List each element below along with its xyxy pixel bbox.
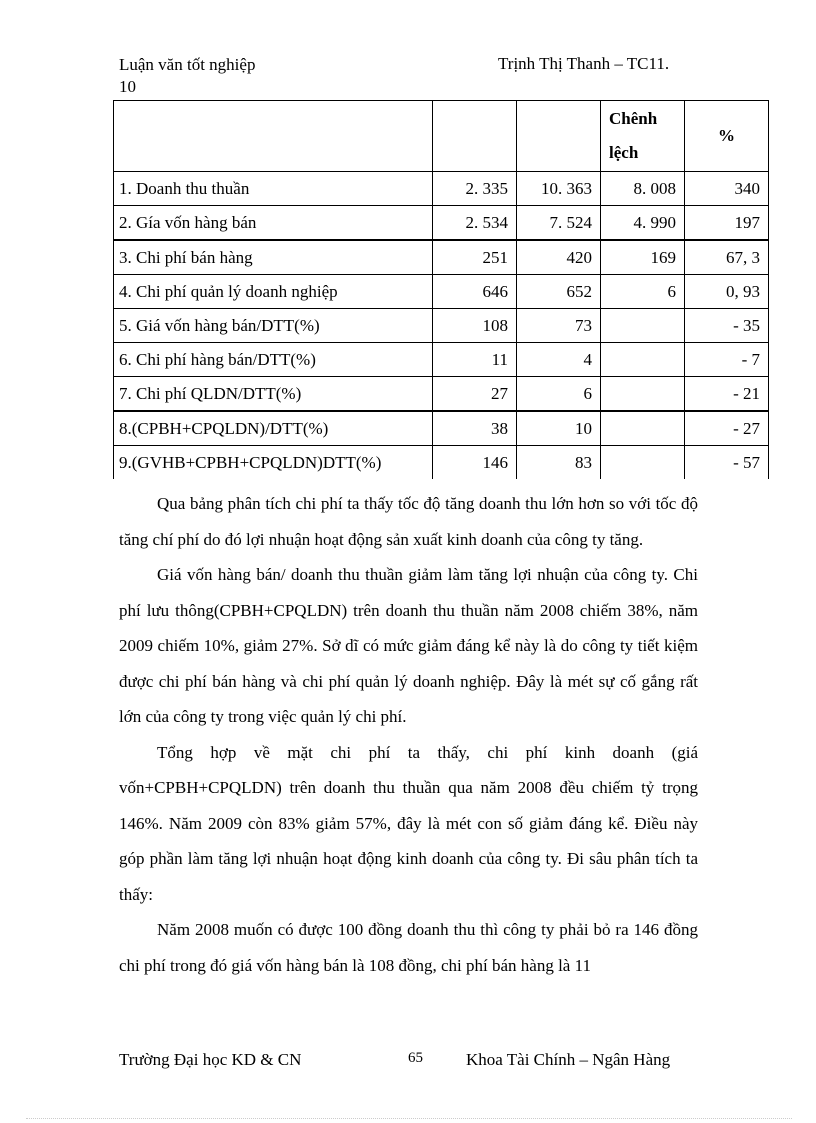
row-value-diff: 4. 990 xyxy=(601,206,685,241)
header-percent: % xyxy=(685,101,769,172)
row-value-pct: - 57 xyxy=(685,446,769,480)
page-number: 65 xyxy=(408,1050,423,1066)
table-row xyxy=(114,275,769,309)
cost-analysis-table xyxy=(113,100,768,479)
table-row xyxy=(114,446,769,480)
row-value-v2008: 646 xyxy=(433,275,517,309)
table-row xyxy=(114,240,769,275)
row-value-v2008: 11 xyxy=(433,343,517,377)
row-value-diff: 169 xyxy=(601,240,685,275)
row-value-pct: - 35 xyxy=(685,309,769,343)
table-row xyxy=(114,172,769,206)
paragraph: Tổng hợp về mặt chi phí ta thấy, chi phí kinh doanh (giá vốn+CPBH+CPQLDN) trên doanh thu thuần qua năm 2008 đều chiếm tỷ trọng 146%. Năm 2009 còn 83% giảm 57%, đây là mét con số giảm đáng kể. Điều này góp phần làm tăng lợi nhuận hoạt động kinh doanh của công ty. Đi sâu phân tích ta thấy: xyxy=(119,742,698,904)
row-value-diff xyxy=(601,411,685,446)
row-value-pct: 340 xyxy=(685,172,769,206)
table-row xyxy=(114,343,769,377)
row-value-v2008: 38 xyxy=(433,411,517,446)
table-row xyxy=(114,309,769,343)
row-value-diff xyxy=(601,309,685,343)
row-value-v2009: 4 xyxy=(517,343,601,377)
row-value-v2008: 251 xyxy=(433,240,517,275)
paragraph: Giá vốn hàng bán/ doanh thu thuần giảm làm tăng lợi nhuận của công ty. Chi phí lưu thông(CPBH+CPQLDN) trên doanh thu thuần năm 2008 chiếm 38%, năm 2009 chiếm 10%, giảm 27%. Sở dĩ có mức giảm đáng kể này là do công ty tiết kiệm được chi phí bán hàng và chi phí quản lý doanh nghiệp. Đây là mét sự cố gắng rất lớn của công ty trong việc quản lý chi phí. xyxy=(119,565,698,726)
row-label: 1. Doanh thu thuần xyxy=(114,172,433,206)
row-label: 7. Chi phí QLDN/DTT(%) xyxy=(114,377,433,412)
row-value-diff: 6 xyxy=(601,275,685,309)
row-label: 6. Chi phí hàng bán/DTT(%) xyxy=(114,343,433,377)
row-value-pct: 197 xyxy=(685,206,769,241)
page-bottom-rule xyxy=(26,1118,792,1119)
row-value-pct: - 7 xyxy=(685,343,769,377)
row-value-v2008: 2. 534 xyxy=(433,206,517,241)
row-value-v2009: 7. 524 xyxy=(517,206,601,241)
row-value-v2009: 73 xyxy=(517,309,601,343)
row-value-diff: 8. 008 xyxy=(601,172,685,206)
row-value-pct: - 21 xyxy=(685,377,769,412)
header-author: Trịnh Thị Thanh – TC11. xyxy=(498,54,670,73)
row-value-v2009: 10 xyxy=(517,411,601,446)
row-label: 8.(CPBH+CPQLDN)/DTT(%) xyxy=(114,411,433,446)
header-difference: Chênh lệch xyxy=(601,101,685,172)
row-value-v2009: 83 xyxy=(517,446,601,480)
row-value-v2008: 27 xyxy=(433,377,517,412)
paragraph: Qua bảng phân tích chi phí ta thấy tốc độ tăng doanh thu lớn hơn so với tốc độ tăng chí phí do đó lợi nhuận hoạt động sản xuất kinh doanh của công ty tăng. xyxy=(119,494,698,549)
row-value-pct: 67, 3 xyxy=(685,240,769,275)
table-row xyxy=(114,206,769,241)
header-cell xyxy=(517,101,601,172)
table-row xyxy=(114,377,769,412)
row-value-pct: 0, 93 xyxy=(685,275,769,309)
header-cell xyxy=(433,101,517,172)
table-header-row xyxy=(114,101,769,172)
row-value-diff xyxy=(601,377,685,412)
paragraph: Năm 2008 muốn có được 100 đồng doanh thu thì công ty phải bỏ ra 146 đồng chi phí trong đó giá vốn hàng bán là 108 đồng, chi phí bán hàng là 11 xyxy=(119,920,698,975)
row-value-diff xyxy=(601,446,685,480)
row-label: 3. Chi phí bán hàng xyxy=(114,240,433,275)
row-label: 2. Gía vốn hàng bán xyxy=(114,206,433,241)
row-value-v2009: 652 xyxy=(517,275,601,309)
row-value-v2009: 6 xyxy=(517,377,601,412)
table-row xyxy=(114,411,769,446)
row-value-v2009: 420 xyxy=(517,240,601,275)
row-value-v2008: 108 xyxy=(433,309,517,343)
footer-faculty: Khoa Tài Chính – Ngân Hàng xyxy=(466,1050,671,1069)
row-label: 9.(GVHB+CPBH+CPQLDN)DTT(%) xyxy=(114,446,433,480)
footer-school: Trường Đại học KD & CN xyxy=(119,1050,302,1069)
header-title: Luận văn tốt nghiệp xyxy=(119,55,256,74)
row-label: 5. Giá vốn hàng bán/DTT(%) xyxy=(114,309,433,343)
row-value-v2008: 146 xyxy=(433,446,517,480)
header-cell xyxy=(114,101,433,172)
row-value-v2008: 2. 335 xyxy=(433,172,517,206)
row-value-v2009: 10. 363 xyxy=(517,172,601,206)
header-left xyxy=(119,54,255,98)
row-label: 4. Chi phí quản lý doanh nghiệp xyxy=(114,275,433,309)
row-value-diff xyxy=(601,343,685,377)
body-text xyxy=(119,486,698,983)
header-page-ref: 10 xyxy=(119,77,136,96)
row-value-pct: - 27 xyxy=(685,411,769,446)
